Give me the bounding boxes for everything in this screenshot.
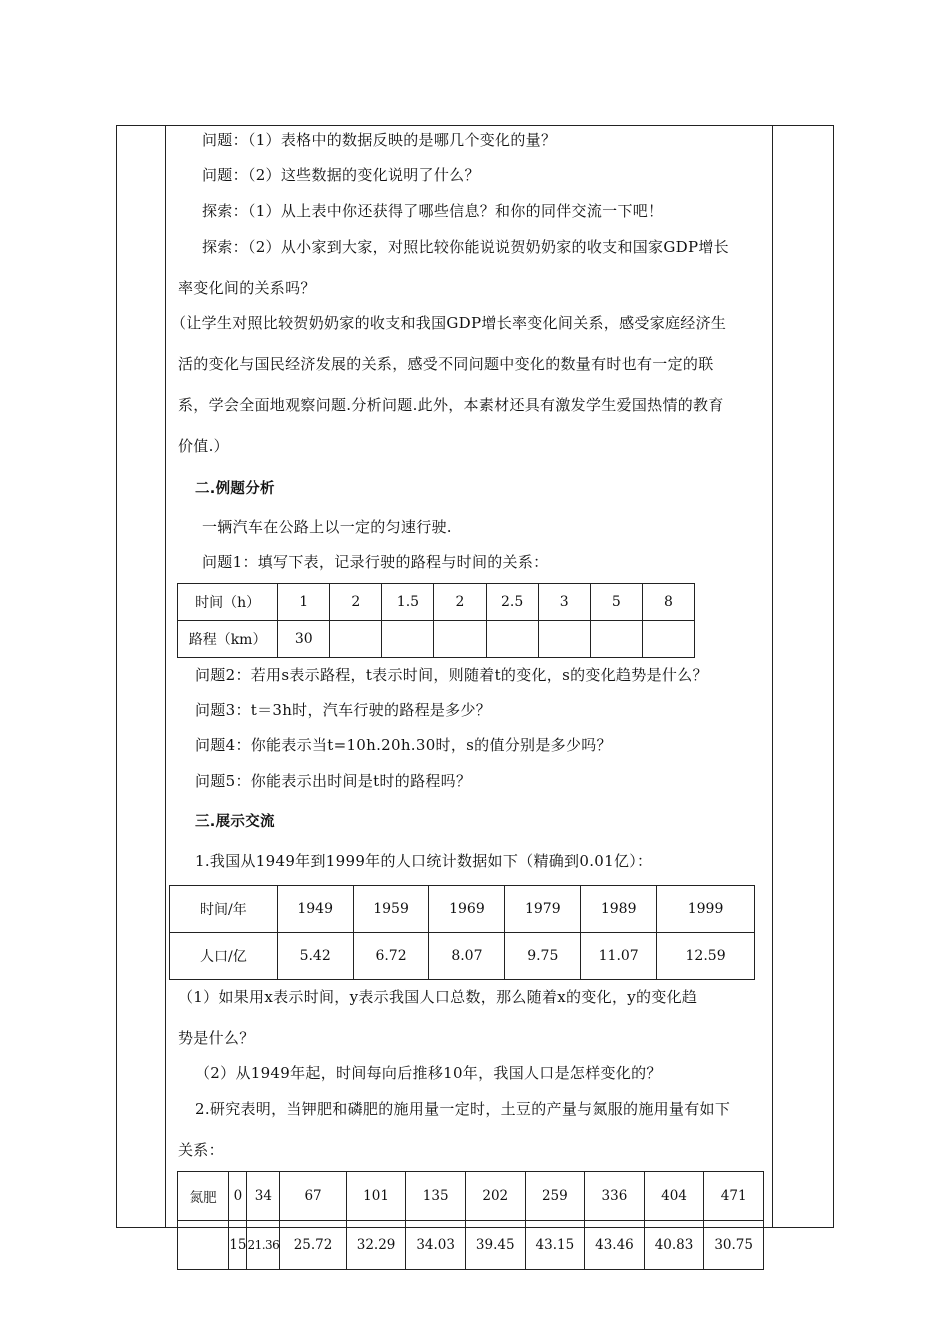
table-row xyxy=(178,1221,764,1270)
table-cell: 101 xyxy=(346,1172,406,1221)
table-cell: 8.07 xyxy=(429,933,505,980)
car-question-5: 问题5：你能表示出时间是t时的路程吗？ xyxy=(195,772,472,790)
table-cell: 1.5 xyxy=(382,584,434,621)
note-line-1: （让学生对照比较贺奶奶家的收支和我国GDP增长率变化间关系，感受家庭经济生 xyxy=(171,314,727,332)
explore-1: 探索：（1）从上表中你还获得了哪些信息？和你的同伴交流一下吧！ xyxy=(202,202,664,220)
table-cell: 1 xyxy=(278,584,330,621)
potato-intro-line1: 2.研究表明，当钾肥和磷肥的施用量一定时，土豆的产量与氮服的施用量有如下 xyxy=(195,1100,731,1118)
left-column-divider xyxy=(165,125,166,1228)
table-cell: 5 xyxy=(590,584,642,621)
explore-2-line2: 率变化间的关系吗？ xyxy=(178,279,316,297)
table-cell: 1959 xyxy=(353,886,429,933)
population-intro: 1.我国从1949年到1999年的人口统计数据如下（精确到0.01亿）： xyxy=(195,852,653,870)
car-question-4: 问题4：你能表示当t=10h.20h.30时，s的值分别是多少吗？ xyxy=(195,736,612,754)
population-question-1-line2: 势是什么？ xyxy=(178,1029,255,1047)
table-cell: 15 xyxy=(229,1221,247,1270)
table-cell[interactable] xyxy=(538,621,590,658)
potato-nitrogen-table xyxy=(177,1171,764,1270)
table-cell[interactable] xyxy=(330,621,382,658)
table-cell: 40.83 xyxy=(644,1221,704,1270)
table-cell: 32.29 xyxy=(346,1221,406,1270)
table-cell: 时间（h） xyxy=(178,584,278,621)
table-cell[interactable] xyxy=(486,621,538,658)
population-question-2: （2）从1949年起，时间每向后推移10年，我国人口是怎样变化的？ xyxy=(195,1064,662,1082)
note-line-2: 活的变化与国民经济发展的关系，感受不同问题中变化的数量有时也有一定的联 xyxy=(178,355,714,373)
question-2: 问题：（2）这些数据的变化说明了什么？ xyxy=(202,166,480,184)
table-cell: 34 xyxy=(247,1172,280,1221)
question-1: 问题：（1）表格中的数据反映的是哪几个变化的量？ xyxy=(202,131,557,149)
table-cell: 259 xyxy=(525,1172,585,1221)
table-row xyxy=(170,933,755,980)
table-row xyxy=(178,1172,764,1221)
table-cell: 9.75 xyxy=(505,933,581,980)
right-column-divider xyxy=(772,125,773,1228)
table-cell: 人口/亿 xyxy=(170,933,278,980)
table-cell: 67 xyxy=(280,1172,346,1221)
table-cell: 1989 xyxy=(581,886,657,933)
table-cell[interactable] xyxy=(642,621,694,658)
table-cell: 6.72 xyxy=(353,933,429,980)
car-intro: 一辆汽车在公路上以一定的匀速行驶. xyxy=(202,518,452,536)
table-cell: 2 xyxy=(434,584,486,621)
table-cell[interactable] xyxy=(434,621,486,658)
table-cell: 39.45 xyxy=(465,1221,525,1270)
table-cell: 2.5 xyxy=(486,584,538,621)
section-heading-3: 三.展示交流 xyxy=(195,814,275,830)
table-cell: 12.59 xyxy=(657,933,755,980)
table-cell: 时间/年 xyxy=(170,886,278,933)
car-question-1: 问题1：填写下表，记录行驶的路程与时间的关系： xyxy=(202,553,549,571)
section-heading-2: 二.例题分析 xyxy=(195,481,275,497)
car-question-3: 问题3：t＝3h时，汽车行驶的路程是多少？ xyxy=(195,701,492,719)
note-line-3: 系，学会全面地观察问题.分析问题.此外，本素材还具有激发学生爱国热情的教育 xyxy=(178,396,724,414)
table-cell: 135 xyxy=(406,1172,466,1221)
table-cell: 30.75 xyxy=(704,1221,764,1270)
table-cell: 336 xyxy=(585,1172,645,1221)
population-table xyxy=(169,885,755,980)
table-cell xyxy=(178,1221,229,1270)
population-question-1-line1: （1）如果用x表示时间，y表示我国人口总数，那么随着x的变化，y的变化趋 xyxy=(178,988,698,1006)
table-cell: 1969 xyxy=(429,886,505,933)
table-row xyxy=(178,584,695,621)
table-cell: 1999 xyxy=(657,886,755,933)
car-time-distance-table xyxy=(177,583,695,658)
table-cell: 404 xyxy=(644,1172,704,1221)
table-cell: 202 xyxy=(465,1172,525,1221)
note-line-4: 价值.） xyxy=(178,437,229,455)
potato-intro-line2: 关系： xyxy=(178,1141,224,1159)
table-cell: 2 xyxy=(330,584,382,621)
table-cell[interactable] xyxy=(590,621,642,658)
explore-2-line1: 探索：（2）从小家到大家，对照比较你能说说贺奶奶家的收支和国家GDP增长 xyxy=(202,238,729,256)
table-row xyxy=(170,886,755,933)
table-cell: 11.07 xyxy=(581,933,657,980)
table-cell: 471 xyxy=(704,1172,764,1221)
car-question-2: 问题2：若用s表示路程，t表示时间，则随着t的变化，s的变化趋势是什么？ xyxy=(195,666,708,684)
table-cell: 氮肥 xyxy=(178,1172,229,1221)
table-cell: 0 xyxy=(229,1172,247,1221)
table-cell: 43.46 xyxy=(585,1221,645,1270)
table-cell: 8 xyxy=(642,584,694,621)
table-cell: 1979 xyxy=(505,886,581,933)
table-cell: 21.36 xyxy=(247,1221,280,1270)
table-row xyxy=(178,621,695,658)
table-cell: 34.03 xyxy=(406,1221,466,1270)
table-cell[interactable] xyxy=(382,621,434,658)
table-cell: 30 xyxy=(278,621,330,658)
table-cell: 43.15 xyxy=(525,1221,585,1270)
table-cell: 3 xyxy=(538,584,590,621)
table-cell: 1949 xyxy=(277,886,353,933)
table-cell: 5.42 xyxy=(277,933,353,980)
table-cell: 25.72 xyxy=(280,1221,346,1270)
table-cell: 路程（km） xyxy=(178,621,278,658)
